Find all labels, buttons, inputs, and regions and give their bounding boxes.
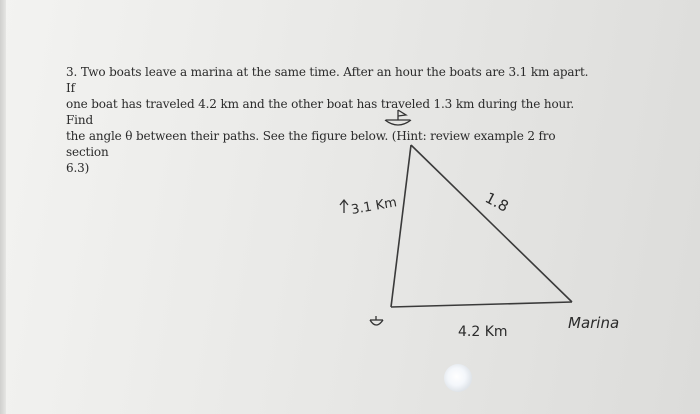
boat-icon xyxy=(370,316,383,325)
triangle-side-bottom xyxy=(391,302,572,307)
label-side-left: 3.1 Km xyxy=(350,195,398,218)
label-marina: Marina xyxy=(568,314,620,332)
triangle-side-hypotenuse xyxy=(411,145,572,302)
problem-statement: 3. Two boats leave a marina at the same time. After an hour the boats are 3.1 km apart. If one boat has traveled 4.2 km and the other boat has traveled 1.3 km during the hour. Find the angle θ between their paths. See the figure below. (Hint: review example 2 fro section 6.3) xyxy=(66,65,589,175)
label-side-hypotenuse: 1.8 xyxy=(482,188,512,216)
arrow-up-icon xyxy=(340,200,348,213)
triangle-side-left xyxy=(391,145,411,307)
boat-icon xyxy=(385,110,411,125)
triangle xyxy=(391,145,572,307)
light-glare xyxy=(444,364,472,392)
label-side-bottom: 4.2 Km xyxy=(458,324,508,340)
